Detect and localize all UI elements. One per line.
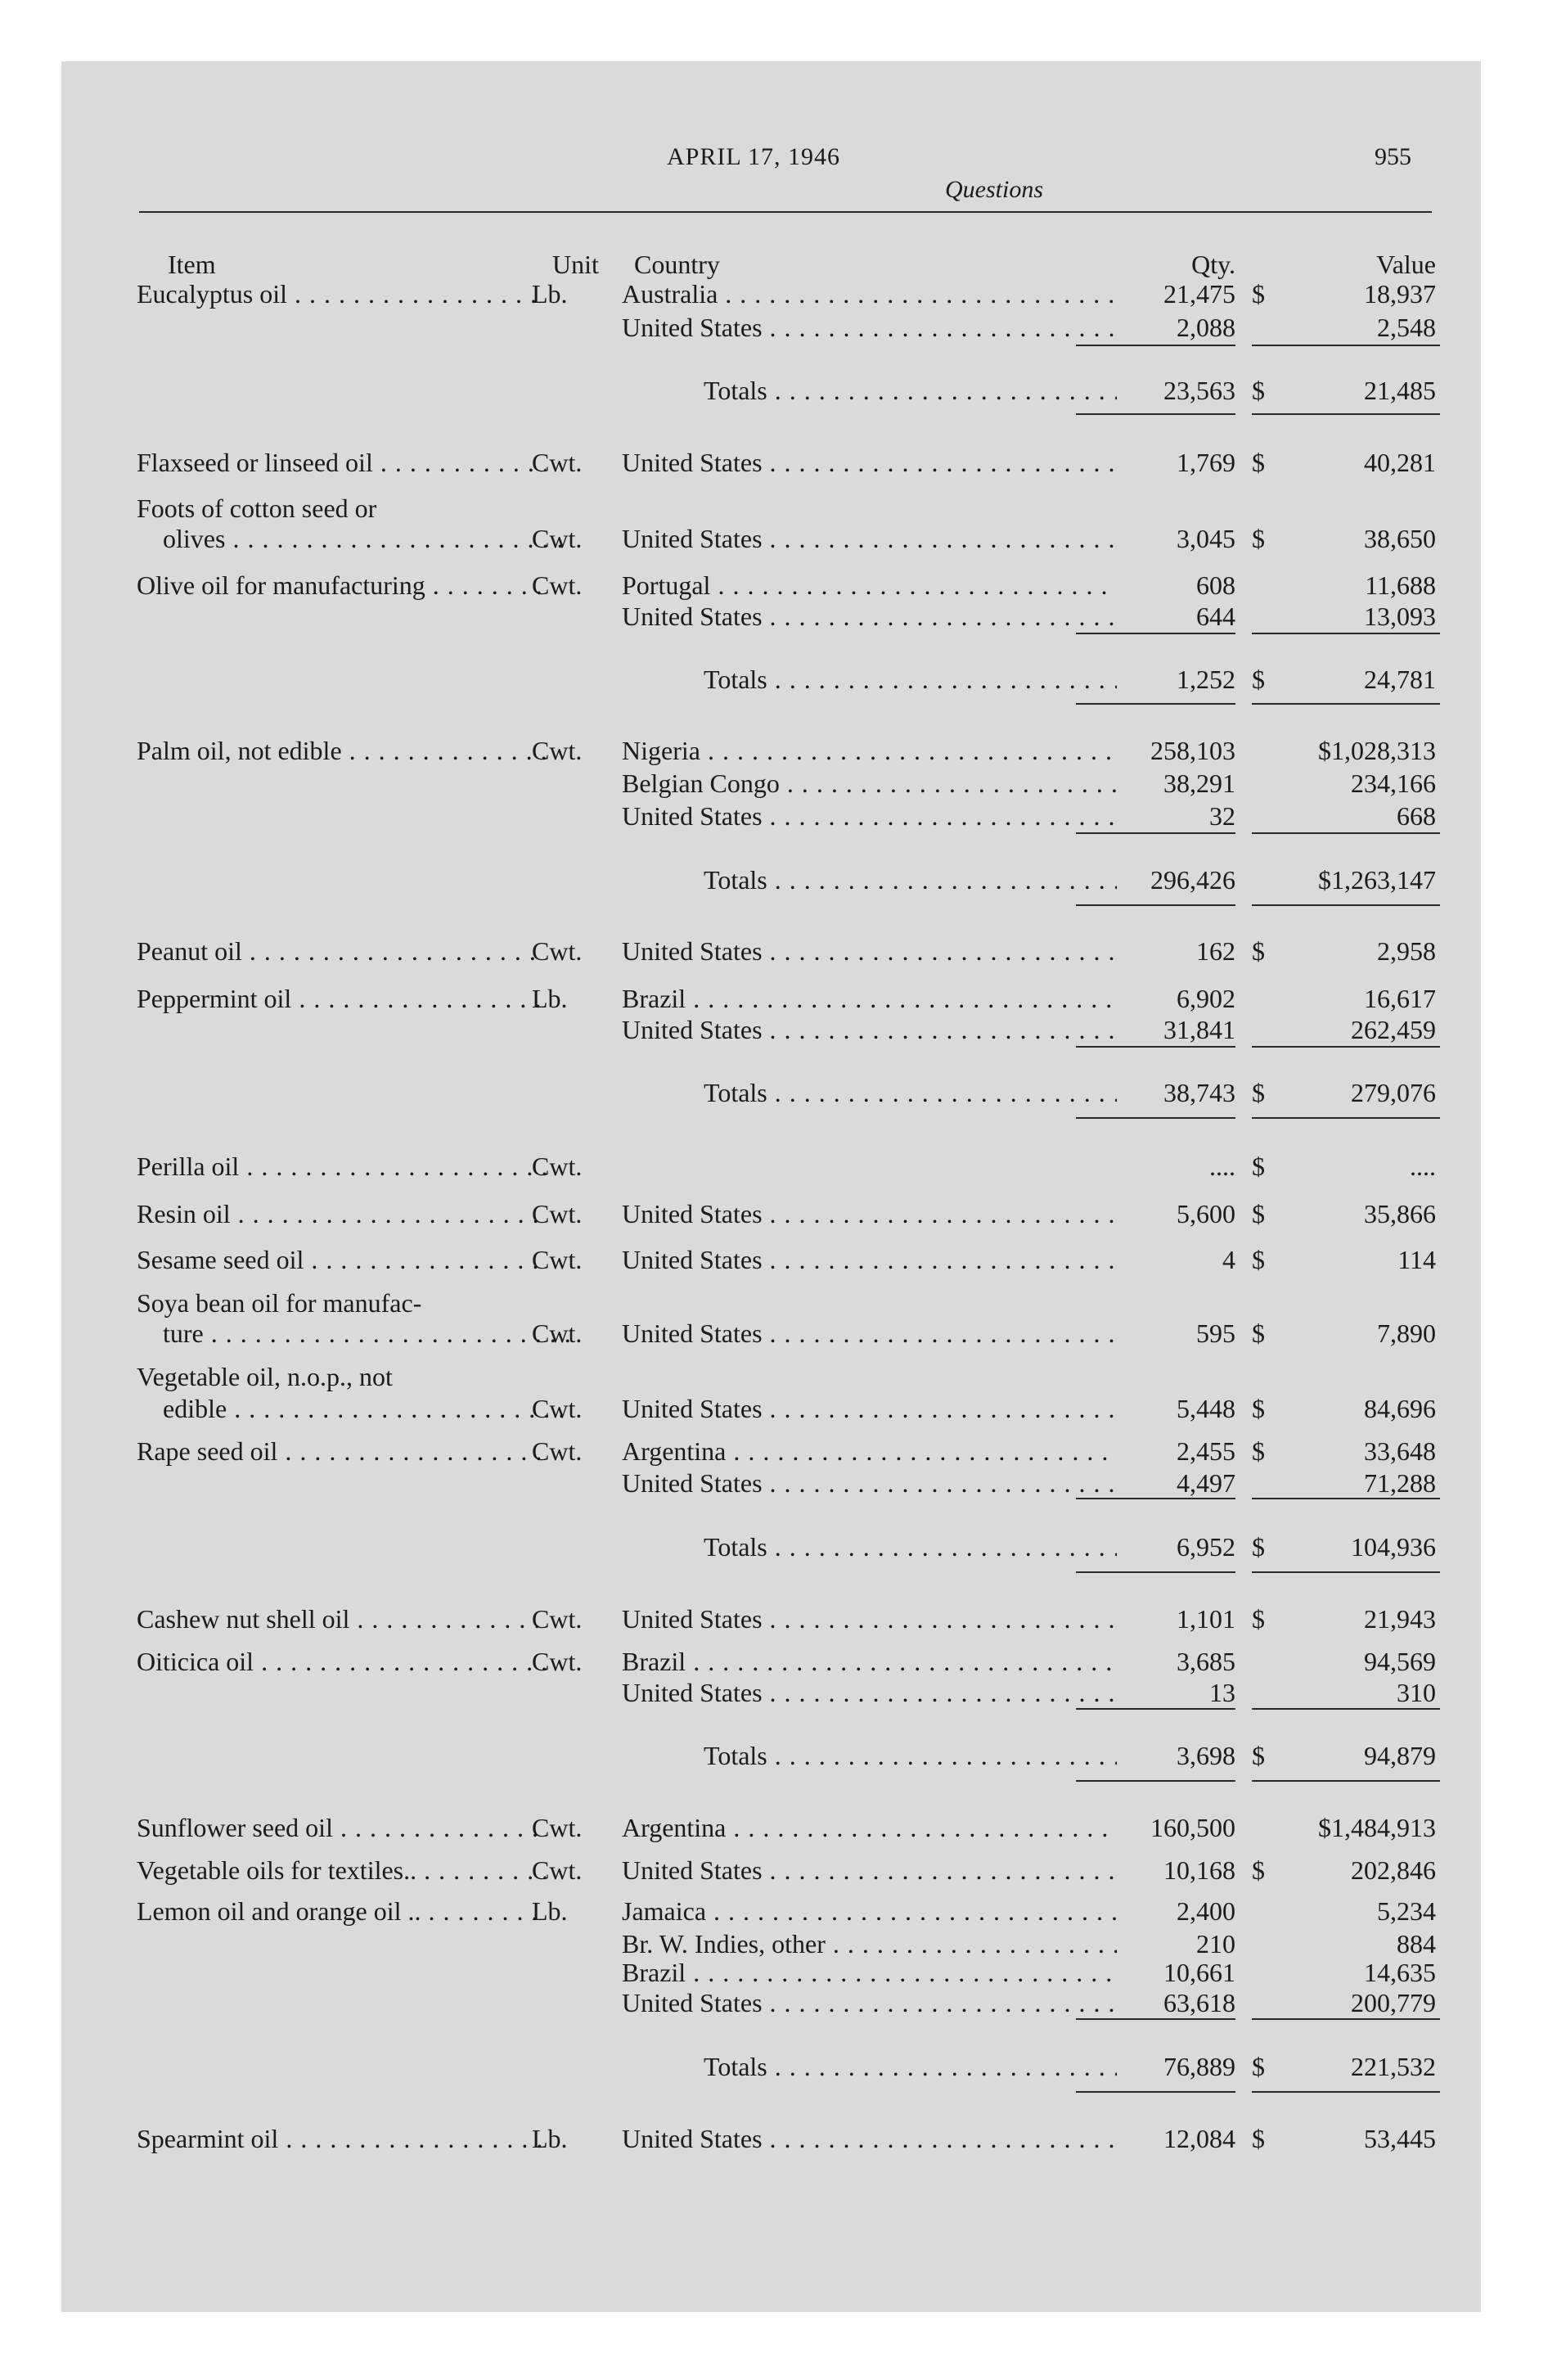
qty-total-rule [1076,1780,1235,1782]
qty-cell: 210 [1196,1929,1235,1959]
value-cell: 2,958 [1377,936,1436,966]
value-subtotal-rule [1252,1708,1440,1710]
value-cell: $1,028,313 [1318,736,1436,765]
item-cell: Sunflower seed oil . . . [137,1811,546,1844]
value-cell: 202,846 [1351,1855,1436,1885]
table-row [61,800,1481,832]
unit-cell: Cwt. [532,936,583,966]
unit-cell: Cwt. [532,1394,583,1423]
dollar-sign: $ [1252,1078,1265,1107]
table-row [61,734,1481,767]
totals-label: Totals . . . [704,663,1117,696]
table-row [61,1435,1481,1467]
table-row [61,1927,1481,1960]
table-header-row [61,248,1481,281]
dollar-sign: $ [1252,2052,1265,2081]
qty-cell: 6,952 [1177,1532,1235,1562]
country-cell: United States . . . [622,1676,1117,1709]
dollar-sign: $ [1252,1152,1265,1181]
country-cell: United States . . . [622,522,1117,555]
unit-cell: Cwt. [532,1199,583,1228]
value-cell: $1,484,913 [1318,1813,1436,1842]
item-cell: Vegetable oils for textiles.. . . . [137,1854,546,1886]
country-cell: United States . . . [622,1392,1117,1425]
item-cell: Olive oil for manufacturing . . . [137,569,546,602]
unit-cell: Cwt. [532,1152,583,1181]
country-cell: Australia . . . [622,277,1117,310]
table-row [61,767,1481,800]
table-row [61,1811,1481,1844]
value-total-rule [1252,904,1440,906]
value-cell: 18,937 [1364,279,1436,309]
item-cell: Soya bean oil for manufac- [137,1288,422,1318]
qty-cell: 1,101 [1177,1604,1235,1634]
qty-cell: 2,400 [1177,1896,1235,1926]
country-cell: United States . . . [622,800,1117,832]
column-header-unit: Unit [552,250,599,279]
value-cell: 668 [1397,801,1436,831]
totals-row [61,663,1481,696]
item-cell: edible . . . [137,1392,572,1425]
country-cell: Brazil . . . [622,1956,1117,1989]
table-row [61,1602,1481,1635]
value-cell: 5,234 [1377,1896,1436,1926]
qty-cell: 31,841 [1163,1015,1235,1044]
dollar-sign: $ [1252,1741,1265,1770]
country-cell: Brazil . . . [622,982,1117,1015]
value-cell: 2,548 [1377,313,1436,342]
table-row [61,600,1481,633]
value-cell: 14,635 [1364,1958,1436,1987]
qty-cell: 32 [1209,801,1235,831]
qty-cell: 608 [1196,570,1235,600]
value-cell: 114 [1397,1245,1436,1274]
totals-label: Totals . . . [704,374,1117,407]
totals-label: Totals . . . [704,863,1117,896]
unit-cell: Cwt. [532,1855,583,1885]
header-date: APRIL 17, 1946 [667,143,841,170]
value-cell: 21,485 [1364,376,1436,405]
table-row [61,1854,1481,1886]
country-cell: Argentina . . . [622,1811,1117,1844]
qty-total-rule [1076,1571,1235,1573]
qty-cell: 162 [1196,936,1235,966]
value-cell: 94,879 [1364,1741,1436,1770]
item-cell: Sesame seed oil . . . [137,1243,546,1276]
qty-cell: 1,252 [1177,665,1235,694]
country-cell: United States . . . [622,1243,1117,1276]
unit-cell: Lb. [532,984,568,1013]
value-cell: 35,866 [1364,1199,1436,1228]
dollar-sign: $ [1252,1436,1265,1466]
value-cell: 94,569 [1364,1647,1436,1676]
country-cell: United States . . . [622,1317,1117,1350]
table-row [61,1243,1481,1276]
qty-cell: 160,500 [1150,1813,1235,1842]
qty-total-rule [1076,413,1235,415]
qty-cell: 5,600 [1177,1199,1235,1228]
table-row [61,935,1481,967]
dollar-sign: $ [1252,2124,1265,2153]
table-row [61,1197,1481,1230]
value-cell: 262,459 [1351,1015,1436,1044]
table-row [61,522,1481,555]
dollar-sign: $ [1252,665,1265,694]
qty-cell: 63,618 [1163,1988,1235,2017]
table-row [61,446,1481,479]
qty-subtotal-rule [1076,1046,1235,1048]
dollar-sign: $ [1252,1855,1265,1885]
dollar-sign: $ [1252,1604,1265,1634]
item-cell: Vegetable oil, n.o.p., not [137,1362,393,1391]
table-row [61,1013,1481,1046]
qty-cell: 21,475 [1163,279,1235,309]
value-total-rule [1252,1780,1440,1782]
qty-cell: 76,889 [1163,2052,1235,2081]
table-row [61,311,1481,344]
qty-cell: 4 [1222,1245,1235,1274]
value-cell: 16,617 [1364,984,1436,1013]
totals-row [61,1076,1481,1109]
header-section: Questions [945,176,1043,203]
qty-cell: 23,563 [1163,376,1235,405]
item-cell: Foots of cotton seed or [137,494,377,523]
dollar-sign: $ [1252,524,1265,553]
value-cell: $1,263,147 [1318,865,1436,895]
unit-cell: Lb. [532,279,568,309]
value-subtotal-rule [1252,345,1440,346]
qty-cell: 5,448 [1177,1394,1235,1423]
qty-subtotal-rule [1076,832,1235,834]
table-row [61,1676,1481,1709]
value-cell: 104,936 [1351,1532,1436,1562]
dollar-sign: $ [1252,448,1265,477]
value-cell: .... [1410,1152,1436,1181]
value-total-rule [1252,1117,1440,1119]
item-cell: ture . . . [137,1317,572,1350]
unit-cell: Cwt. [532,1604,583,1634]
item-cell: Peanut oil . . . [137,935,546,967]
column-header-item: Item [168,250,216,279]
value-subtotal-rule [1252,633,1440,634]
country-cell: Nigeria . . . [622,734,1117,767]
dollar-sign: $ [1252,1318,1265,1348]
unit-cell: Cwt. [532,736,583,765]
totals-label: Totals . . . [704,2050,1117,2083]
country-cell: Belgian Congo . . . [622,767,1117,800]
qty-cell: 38,743 [1163,1078,1235,1107]
value-cell: 279,076 [1351,1078,1436,1107]
unit-cell: Cwt. [532,1813,583,1842]
item-cell: Oiticica oil . . . [137,1645,546,1678]
value-cell: 221,532 [1351,2052,1436,2081]
totals-row [61,1530,1481,1563]
unit-cell: Cwt. [532,524,583,553]
qty-subtotal-rule [1076,2018,1235,2020]
value-total-rule [1252,1571,1440,1573]
table-row [61,1645,1481,1678]
value-cell: 21,943 [1364,1604,1436,1634]
table-row [61,982,1481,1015]
dollar-sign: $ [1252,936,1265,966]
table-row [61,1317,1481,1350]
item-cell: Spearmint oil . . . [137,2122,546,2155]
value-cell: 40,281 [1364,448,1436,477]
item-cell: Peppermint oil . . . [137,982,546,1015]
country-cell: Argentina . . . [622,1435,1117,1467]
qty-cell: .... [1209,1152,1235,1181]
value-cell: 24,781 [1364,665,1436,694]
qty-cell: 3,685 [1177,1647,1235,1676]
country-cell: United States . . . [622,2122,1117,2155]
table-row [61,569,1481,602]
dollar-sign: $ [1252,376,1265,405]
qty-cell: 38,291 [1163,769,1235,798]
value-subtotal-rule [1252,2018,1440,2020]
qty-subtotal-rule [1076,345,1235,346]
column-header-country: Country [634,250,720,279]
value-cell: 7,890 [1377,1318,1436,1348]
value-cell: 11,688 [1365,570,1436,600]
item-cell: Rape seed oil . . . [137,1435,546,1467]
table-row [61,277,1481,310]
country-cell: United States . . . [622,600,1117,633]
table-row [61,2122,1481,2155]
qty-subtotal-rule [1076,1708,1235,1710]
value-cell: 71,288 [1364,1468,1436,1498]
qty-subtotal-rule [1076,1498,1235,1499]
value-subtotal-rule [1252,832,1440,834]
value-total-rule [1252,2091,1440,2093]
qty-cell: 4,497 [1177,1468,1235,1498]
qty-cell: 10,661 [1163,1958,1235,1987]
item-cell: Flaxseed or linseed oil . . . [137,446,546,479]
qty-total-rule [1076,703,1235,705]
unit-cell: Cwt. [532,1245,583,1274]
document-page [61,61,1481,2312]
country-cell: Portugal . . . [622,569,1117,602]
unit-cell: Lb. [532,1896,568,1926]
unit-cell: Cwt. [532,448,583,477]
country-cell: United States . . . [622,446,1117,479]
country-cell: United States . . . [622,935,1117,967]
country-cell: United States . . . [622,1197,1117,1230]
qty-cell: 3,698 [1177,1741,1235,1770]
qty-cell: 12,084 [1163,2124,1235,2153]
country-cell: Brazil . . . [622,1645,1117,1678]
table-row [61,1392,1481,1425]
dollar-sign: $ [1252,1532,1265,1562]
totals-label: Totals . . . [704,1530,1117,1563]
value-cell: 33,648 [1364,1436,1436,1466]
unit-cell: Lb. [532,2124,568,2153]
totals-row [61,374,1481,407]
dollar-sign: $ [1252,279,1265,309]
item-cell: Palm oil, not edible . . . [137,734,546,767]
qty-cell: 258,103 [1150,736,1235,765]
qty-cell: 595 [1196,1318,1235,1348]
qty-total-rule [1076,2091,1235,2093]
totals-label: Totals . . . [704,1076,1117,1109]
qty-cell: 13 [1209,1678,1235,1707]
column-header-value: Value [1376,250,1436,279]
qty-cell: 2,088 [1177,313,1235,342]
qty-cell: 2,455 [1177,1436,1235,1466]
qty-cell: 10,168 [1163,1855,1235,1885]
country-cell: United States . . . [622,311,1117,344]
country-cell: United States . . . [622,1854,1117,1886]
table-row [61,1986,1481,2019]
table-row [61,492,1481,525]
dollar-sign: $ [1252,1199,1265,1228]
value-cell: 84,696 [1364,1394,1436,1423]
table-row [61,1360,1481,1393]
country-cell: Jamaica . . . [622,1895,1117,1927]
totals-row [61,1739,1481,1772]
item-cell: Eucalyptus oil . . . [137,277,546,310]
table-row [61,1150,1481,1183]
qty-total-rule [1076,1117,1235,1119]
totals-row [61,863,1481,896]
table-row [61,1467,1481,1499]
qty-cell: 296,426 [1150,865,1235,895]
qty-cell: 1,769 [1177,448,1235,477]
item-cell: Cashew nut shell oil . . . [137,1602,546,1635]
value-total-rule [1252,413,1440,415]
dollar-sign: $ [1252,1245,1265,1274]
header-rule [139,211,1432,213]
value-cell: 234,166 [1351,769,1436,798]
totals-row [61,2050,1481,2083]
value-subtotal-rule [1252,1498,1440,1499]
country-cell: United States . . . [622,1467,1117,1499]
value-cell: 884 [1397,1929,1436,1959]
totals-label: Totals . . . [704,1739,1117,1772]
unit-cell: Cwt. [532,570,583,600]
dollar-sign: $ [1252,1394,1265,1423]
value-subtotal-rule [1252,1046,1440,1048]
item-cell: olives . . . [137,522,572,555]
item-cell: Lemon oil and orange oil .. . . . [137,1895,546,1927]
qty-cell: 3,045 [1177,524,1235,553]
qty-subtotal-rule [1076,633,1235,634]
column-header-qty: Qty. [1191,250,1235,279]
table-row [61,1956,1481,1989]
table-row [61,1895,1481,1927]
qty-total-rule [1076,904,1235,906]
unit-cell: Cwt. [532,1318,583,1348]
country-cell: United States . . . [622,1986,1117,2019]
value-cell: 310 [1397,1678,1436,1707]
value-cell: 53,445 [1364,2124,1436,2153]
qty-cell: 6,902 [1177,984,1235,1013]
item-cell: Perilla oil . . . [137,1150,546,1183]
value-total-rule [1252,703,1440,705]
page-number: 955 [1375,143,1411,170]
page-header [61,61,1481,213]
value-cell: 38,650 [1364,524,1436,553]
country-cell: United States . . . [622,1013,1117,1046]
qty-cell: 644 [1196,602,1235,631]
item-cell: Resin oil . . . [137,1197,546,1230]
unit-cell: Cwt. [532,1436,583,1466]
value-cell: 13,093 [1364,602,1436,631]
table-row [61,1287,1481,1319]
country-cell: United States . . . [622,1602,1117,1635]
value-cell: 200,779 [1351,1988,1436,2017]
country-cell: Br. W. Indies, other . . . [622,1927,1117,1960]
unit-cell: Cwt. [532,1647,583,1676]
